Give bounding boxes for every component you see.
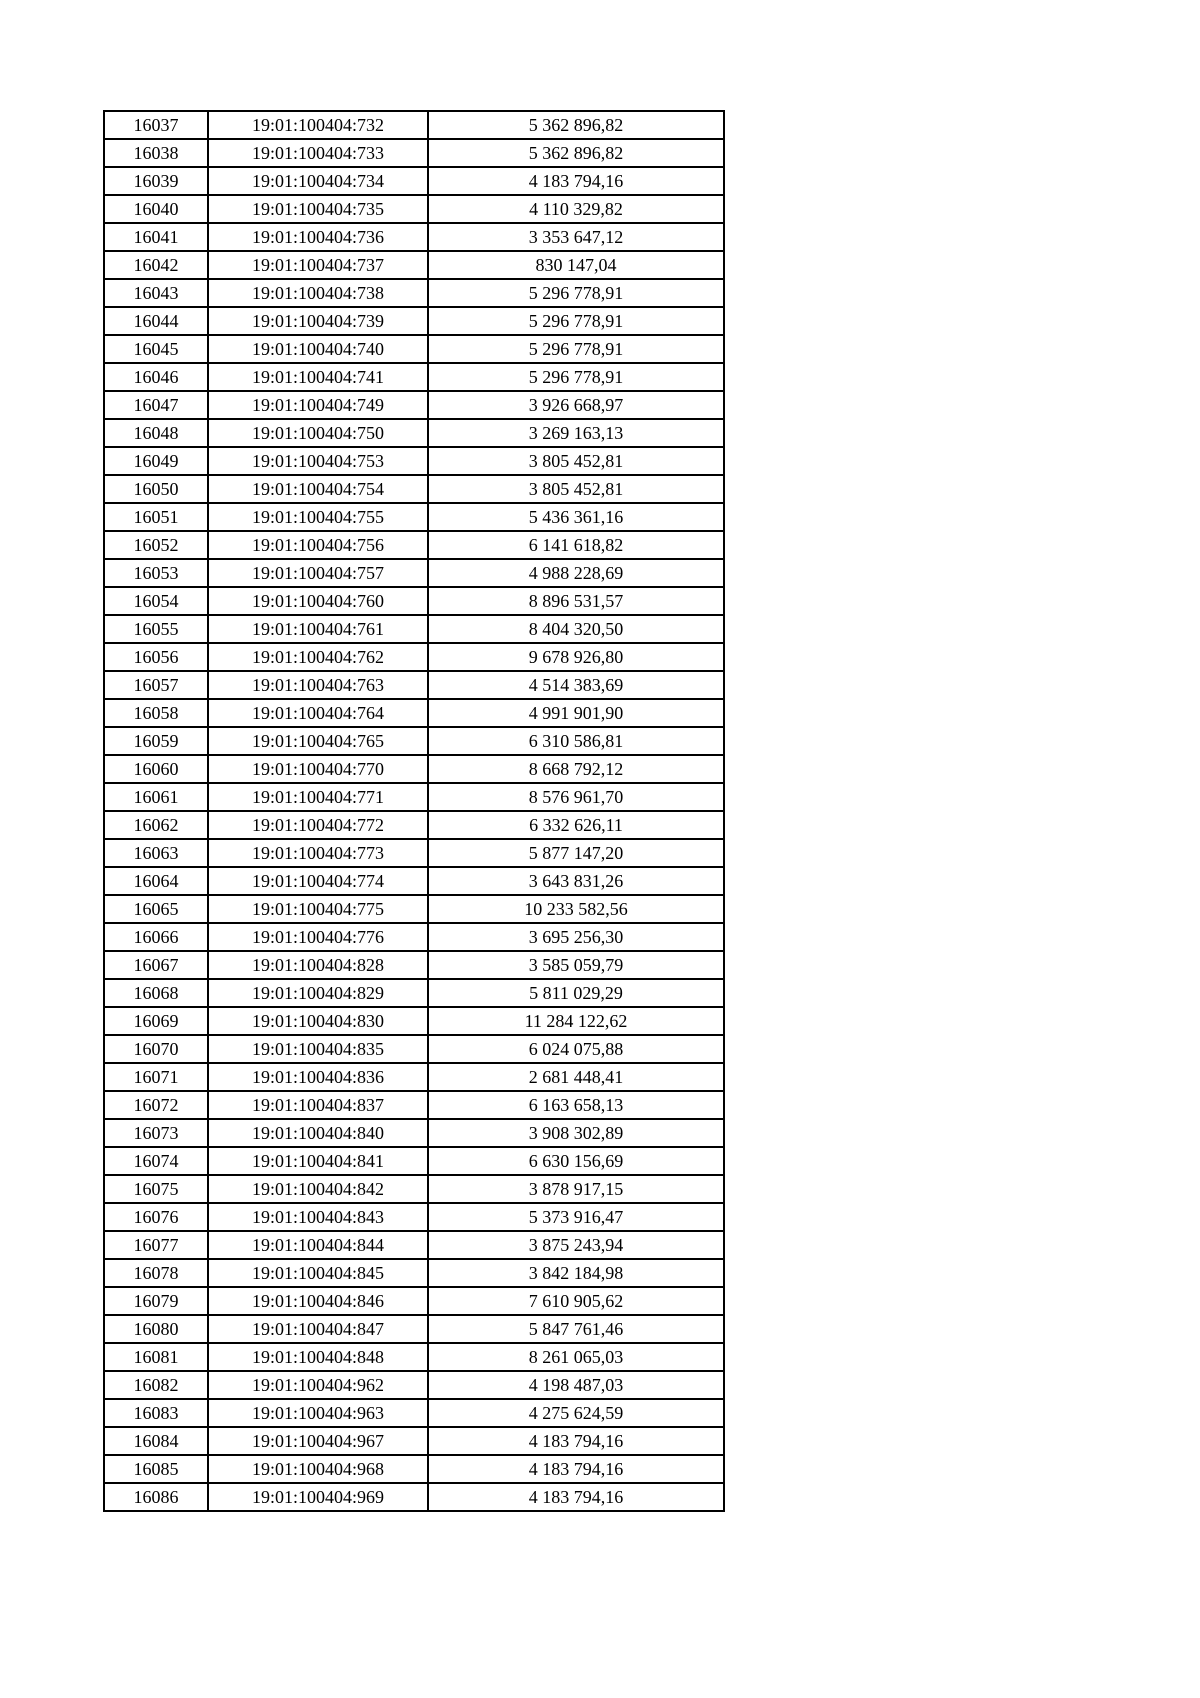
row-number-cell: 16039 [104,167,208,195]
row-number-cell: 16074 [104,1147,208,1175]
value-cell: 8 668 792,12 [428,755,724,783]
row-number-cell: 16077 [104,1231,208,1259]
cadastral-number-cell: 19:01:100404:775 [208,895,428,923]
table-row [104,1343,724,1371]
table-row [104,615,724,643]
value-cell: 5 296 778,91 [428,279,724,307]
table-row [104,979,724,1007]
row-number-cell: 16063 [104,839,208,867]
table-row [104,839,724,867]
value-cell: 4 183 794,16 [428,1455,724,1483]
row-number-cell: 16047 [104,391,208,419]
table-row [104,531,724,559]
cadastral-number-cell: 19:01:100404:828 [208,951,428,979]
table-row [104,167,724,195]
row-number-cell: 16069 [104,1007,208,1035]
cadastral-number-cell: 19:01:100404:963 [208,1399,428,1427]
value-cell: 8 576 961,70 [428,783,724,811]
row-number-cell: 16065 [104,895,208,923]
value-cell: 10 233 582,56 [428,895,724,923]
row-number-cell: 16067 [104,951,208,979]
row-number-cell: 16051 [104,503,208,531]
table-row [104,1427,724,1455]
table-row [104,475,724,503]
table-body [104,111,724,1511]
cadastral-number-cell: 19:01:100404:774 [208,867,428,895]
value-cell: 5 811 029,29 [428,979,724,1007]
value-cell: 3 878 917,15 [428,1175,724,1203]
value-cell: 4 110 329,82 [428,195,724,223]
value-cell: 3 695 256,30 [428,923,724,951]
value-cell: 6 024 075,88 [428,1035,724,1063]
cadastral-number-cell: 19:01:100404:846 [208,1287,428,1315]
row-number-cell: 16048 [104,419,208,447]
row-number-cell: 16044 [104,307,208,335]
row-number-cell: 16043 [104,279,208,307]
value-cell: 6 163 658,13 [428,1091,724,1119]
cadastral-number-cell: 19:01:100404:756 [208,531,428,559]
table-row [104,1259,724,1287]
value-cell: 4 988 228,69 [428,559,724,587]
cadastral-number-cell: 19:01:100404:750 [208,419,428,447]
row-number-cell: 16081 [104,1343,208,1371]
cadastral-number-cell: 19:01:100404:735 [208,195,428,223]
row-number-cell: 16068 [104,979,208,1007]
value-cell: 3 908 302,89 [428,1119,724,1147]
cadastral-number-cell: 19:01:100404:749 [208,391,428,419]
table-row [104,139,724,167]
row-number-cell: 16058 [104,699,208,727]
table-row [104,1119,724,1147]
row-number-cell: 16072 [104,1091,208,1119]
table-row [104,307,724,335]
table-row [104,419,724,447]
table-row [104,1147,724,1175]
value-cell: 5 296 778,91 [428,307,724,335]
cadastral-number-cell: 19:01:100404:844 [208,1231,428,1259]
value-cell: 9 678 926,80 [428,643,724,671]
table-row [104,363,724,391]
cadastral-number-cell: 19:01:100404:739 [208,307,428,335]
table-row [104,727,724,755]
table-row [104,447,724,475]
cadastral-number-cell: 19:01:100404:765 [208,727,428,755]
row-number-cell: 16059 [104,727,208,755]
table-row [104,1091,724,1119]
row-number-cell: 16053 [104,559,208,587]
cadastral-number-cell: 19:01:100404:741 [208,363,428,391]
value-cell: 11 284 122,62 [428,1007,724,1035]
cadastral-number-cell: 19:01:100404:736 [208,223,428,251]
value-cell: 3 585 059,79 [428,951,724,979]
table-row [104,811,724,839]
row-number-cell: 16045 [104,335,208,363]
cadastral-number-cell: 19:01:100404:737 [208,251,428,279]
cadastral-number-cell: 19:01:100404:829 [208,979,428,1007]
row-number-cell: 16071 [104,1063,208,1091]
row-number-cell: 16070 [104,1035,208,1063]
row-number-cell: 16061 [104,783,208,811]
cadastral-number-cell: 19:01:100404:968 [208,1455,428,1483]
table-row [104,923,724,951]
value-cell: 5 362 896,82 [428,111,724,139]
table-row [104,1483,724,1511]
row-number-cell: 16057 [104,671,208,699]
row-number-cell: 16056 [104,643,208,671]
value-cell: 6 310 586,81 [428,727,724,755]
table-row [104,1399,724,1427]
row-number-cell: 16086 [104,1483,208,1511]
cadastral-number-cell: 19:01:100404:969 [208,1483,428,1511]
row-number-cell: 16054 [104,587,208,615]
cadastral-number-cell: 19:01:100404:755 [208,503,428,531]
row-number-cell: 16066 [104,923,208,951]
value-cell: 5 296 778,91 [428,363,724,391]
value-cell: 5 296 778,91 [428,335,724,363]
table-row [104,279,724,307]
value-cell: 5 362 896,82 [428,139,724,167]
table-row [104,895,724,923]
row-number-cell: 16082 [104,1371,208,1399]
value-cell: 8 896 531,57 [428,587,724,615]
cadastral-number-cell: 19:01:100404:848 [208,1343,428,1371]
table-row [104,951,724,979]
table-row [104,1231,724,1259]
table-row [104,251,724,279]
cadastral-number-cell: 19:01:100404:764 [208,699,428,727]
value-cell: 5 436 361,16 [428,503,724,531]
row-number-cell: 16073 [104,1119,208,1147]
row-number-cell: 16037 [104,111,208,139]
row-number-cell: 16062 [104,811,208,839]
row-number-cell: 16076 [104,1203,208,1231]
cadastral-number-cell: 19:01:100404:835 [208,1035,428,1063]
row-number-cell: 16084 [104,1427,208,1455]
value-cell: 3 805 452,81 [428,447,724,475]
table-row [104,111,724,139]
row-number-cell: 16064 [104,867,208,895]
table-row [104,587,724,615]
table-row [104,503,724,531]
row-number-cell: 16080 [104,1315,208,1343]
table-row [104,559,724,587]
row-number-cell: 16042 [104,251,208,279]
value-cell: 4 275 624,59 [428,1399,724,1427]
row-number-cell: 16041 [104,223,208,251]
row-number-cell: 16075 [104,1175,208,1203]
table-row [104,1287,724,1315]
cadastral-number-cell: 19:01:100404:840 [208,1119,428,1147]
table-row [104,1063,724,1091]
value-cell: 4 991 901,90 [428,699,724,727]
row-number-cell: 16049 [104,447,208,475]
table-row [104,1315,724,1343]
table-row [104,1455,724,1483]
table-row [104,1035,724,1063]
table-row [104,223,724,251]
table-row [104,335,724,363]
cadastral-number-cell: 19:01:100404:845 [208,1259,428,1287]
cadastral-number-cell: 19:01:100404:847 [208,1315,428,1343]
row-number-cell: 16052 [104,531,208,559]
value-cell: 6 332 626,11 [428,811,724,839]
value-cell: 4 183 794,16 [428,1427,724,1455]
value-cell: 5 847 761,46 [428,1315,724,1343]
row-number-cell: 16083 [104,1399,208,1427]
value-cell: 3 805 452,81 [428,475,724,503]
value-cell: 4 198 487,03 [428,1371,724,1399]
cadastral-number-cell: 19:01:100404:732 [208,111,428,139]
cadastral-number-cell: 19:01:100404:760 [208,587,428,615]
cadastral-number-cell: 19:01:100404:836 [208,1063,428,1091]
row-number-cell: 16040 [104,195,208,223]
cadastral-number-cell: 19:01:100404:733 [208,139,428,167]
table-row [104,643,724,671]
cadastral-number-cell: 19:01:100404:770 [208,755,428,783]
value-cell: 3 926 668,97 [428,391,724,419]
value-cell: 5 877 147,20 [428,839,724,867]
cadastral-number-cell: 19:01:100404:753 [208,447,428,475]
cadastral-number-cell: 19:01:100404:762 [208,643,428,671]
table-row [104,1371,724,1399]
table-row [104,783,724,811]
value-cell: 4 183 794,16 [428,1483,724,1511]
cadastral-number-cell: 19:01:100404:843 [208,1203,428,1231]
value-cell: 6 630 156,69 [428,1147,724,1175]
cadastral-number-cell: 19:01:100404:776 [208,923,428,951]
table-row [104,755,724,783]
table-row [104,699,724,727]
cadastral-number-cell: 19:01:100404:734 [208,167,428,195]
row-number-cell: 16055 [104,615,208,643]
table-row [104,391,724,419]
row-number-cell: 16046 [104,363,208,391]
cadastral-number-cell: 19:01:100404:763 [208,671,428,699]
value-cell: 3 875 243,94 [428,1231,724,1259]
cadastral-value-table [103,110,725,1512]
row-number-cell: 16085 [104,1455,208,1483]
value-cell: 4 183 794,16 [428,167,724,195]
value-cell: 8 404 320,50 [428,615,724,643]
value-cell: 2 681 448,41 [428,1063,724,1091]
cadastral-number-cell: 19:01:100404:837 [208,1091,428,1119]
table-row [104,867,724,895]
cadastral-number-cell: 19:01:100404:761 [208,615,428,643]
cadastral-number-cell: 19:01:100404:830 [208,1007,428,1035]
value-cell: 7 610 905,62 [428,1287,724,1315]
table-row [104,1175,724,1203]
cadastral-number-cell: 19:01:100404:967 [208,1427,428,1455]
value-cell: 6 141 618,82 [428,531,724,559]
value-cell: 5 373 916,47 [428,1203,724,1231]
table-row [104,1007,724,1035]
value-cell: 3 269 163,13 [428,419,724,447]
cadastral-number-cell: 19:01:100404:962 [208,1371,428,1399]
cadastral-number-cell: 19:01:100404:771 [208,783,428,811]
row-number-cell: 16078 [104,1259,208,1287]
cadastral-number-cell: 19:01:100404:772 [208,811,428,839]
cadastral-number-cell: 19:01:100404:773 [208,839,428,867]
value-cell: 830 147,04 [428,251,724,279]
value-cell: 3 643 831,26 [428,867,724,895]
value-cell: 4 514 383,69 [428,671,724,699]
row-number-cell: 16050 [104,475,208,503]
table-row [104,195,724,223]
cadastral-number-cell: 19:01:100404:757 [208,559,428,587]
row-number-cell: 16038 [104,139,208,167]
cadastral-number-cell: 19:01:100404:754 [208,475,428,503]
row-number-cell: 16079 [104,1287,208,1315]
value-cell: 3 353 647,12 [428,223,724,251]
cadastral-number-cell: 19:01:100404:842 [208,1175,428,1203]
value-cell: 8 261 065,03 [428,1343,724,1371]
table-row [104,671,724,699]
row-number-cell: 16060 [104,755,208,783]
table-row [104,1203,724,1231]
cadastral-number-cell: 19:01:100404:740 [208,335,428,363]
cadastral-number-cell: 19:01:100404:738 [208,279,428,307]
cadastral-number-cell: 19:01:100404:841 [208,1147,428,1175]
value-cell: 3 842 184,98 [428,1259,724,1287]
